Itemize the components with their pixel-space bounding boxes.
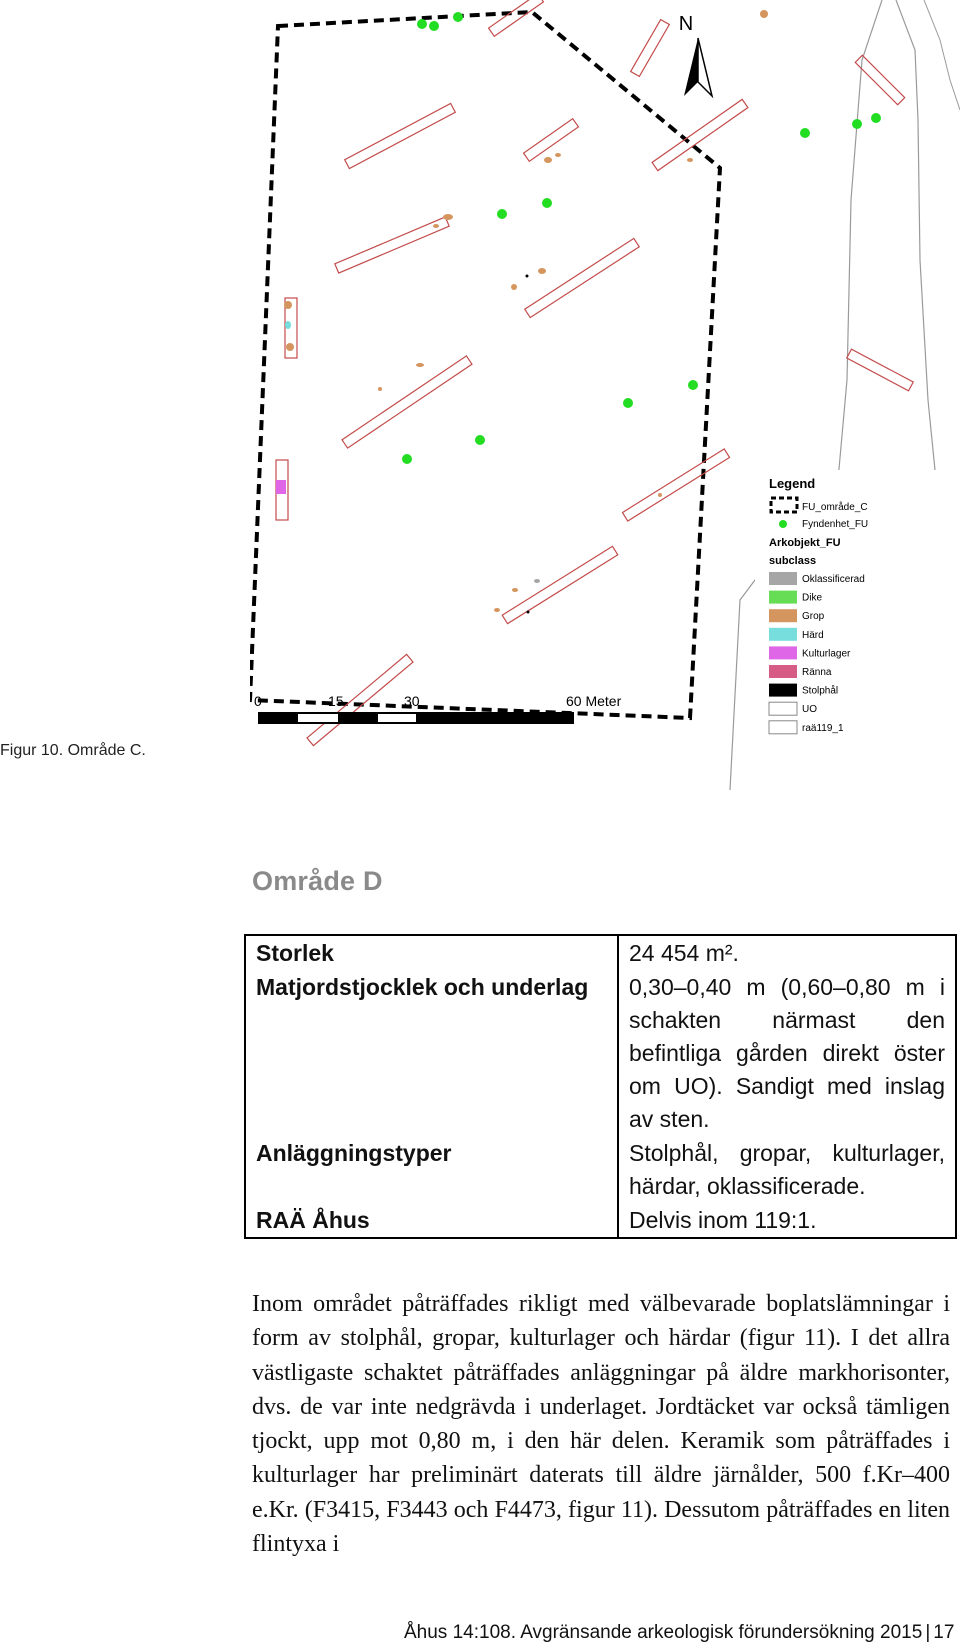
legend-class-label: Dike [802,592,823,604]
info-table [244,934,957,1239]
fu-area-boundary [250,12,720,718]
table-row [245,935,956,970]
table-key: Storlek [245,935,618,970]
table-row [245,1136,956,1203]
trench [489,0,544,36]
feature-stolphal [526,275,529,278]
page-footer [404,1622,954,1644]
table-value: 0,30–0,40 m (0,60–0,80 m i schakten närmast den befintliga gården direkt öster om UO). Sandigt med inslag av sten. [618,970,956,1136]
legend-subgroup-title: Arkobjekt_FU [769,537,841,549]
trench [342,356,472,448]
find-points [402,12,881,464]
scale-label-15: 15 [328,693,344,709]
table-key: Anläggningstyper [245,1136,618,1203]
legend-swatch [769,646,797,659]
trench [622,449,729,521]
feature-stolphal [527,611,530,614]
legend-swatch [769,684,797,697]
scale-label-60: 60 Meter [566,693,622,709]
feature-kulturlager [276,480,286,494]
legend-class-label: Stolphål [802,685,839,697]
legend-layer-label: Fyndenhet_FU [802,519,869,530]
table-value: Delvis inom 119:1. [618,1203,956,1238]
trench [307,654,413,745]
legend-class-label: Ränna [802,667,832,678]
feature-hard [285,321,291,329]
section-title: Område D [252,866,383,896]
site-map [250,0,960,790]
body-paragraph: Inom området påträffades rikligt med välbevarade boplatslämningar i form av stolphål, gropar, kulturlager och härdar (figur 11). I det allra västligaste schaktet påträffades anläggningar på äldre markhorisonter, dvs. de var inte nedgrävda i underlaget. Jordtäcket var också tämligen tjockt, upp mot 0,80 m, i den här delen. Keramik som påträffades i kulturlager har preliminärt daterats till äldre järnålder, 500 f.Kr–400 e.Kr. (F3415, F3443 och F4473, figur 11). Dessutom påträffades en liten flintyxa i [252,1291,950,1558]
legend-swatch [769,609,797,622]
page-number: 17 [933,1622,955,1643]
legend-swatch [769,591,797,604]
north-arrow-icon [684,38,712,96]
footer-separator: | [925,1622,931,1643]
table-value: 24 454 m². [618,935,956,970]
north-label: N [678,13,694,35]
figure-caption: Figur 10. Område C. [0,742,146,759]
trench [847,349,914,391]
legend-swatch [769,702,797,715]
table-key: RAÄ Åhus [245,1203,618,1238]
table-value: Stolphål, gropar, kulturlager, härdar, oklassificerade. [618,1136,956,1203]
legend-subgroup-subtitle: subclass [769,555,817,567]
legend-class-label: Härd [802,629,824,641]
table-row [245,1203,956,1238]
legend-class-label: raä119_1 [802,722,844,734]
table-row [245,970,956,1136]
trench [525,238,639,317]
legend-swatch [769,628,797,641]
table-key: Matjordstjocklek och underlag [245,970,618,1136]
trench [631,20,670,77]
trench [335,217,449,273]
legend-class-label: Grop [802,611,825,623]
trench [502,546,618,623]
legend-class-label: Oklassificerad [802,574,865,585]
legend-class-label: UO [802,704,817,716]
trench [345,103,456,168]
legend-layer-label: FU_område_C [802,502,868,513]
legend-title: Legend [769,476,816,491]
road-line [924,0,960,110]
footer-text: Åhus 14:108. Avgränsande arkeologisk förundersökning 2015 [404,1622,923,1643]
legend-swatch [769,721,797,734]
trench [652,99,748,170]
trench [855,55,904,104]
legend-class-label: Kulturlager [802,648,851,660]
legend-swatch [769,572,797,585]
trench [524,119,579,162]
scale-label-30: 30 [404,693,420,709]
feature-oklassificerad [534,579,540,583]
map-legend [755,470,960,760]
scale-label-0: 0 [254,693,262,709]
legend-find-symbol [779,520,787,528]
legend-swatch [769,665,797,678]
